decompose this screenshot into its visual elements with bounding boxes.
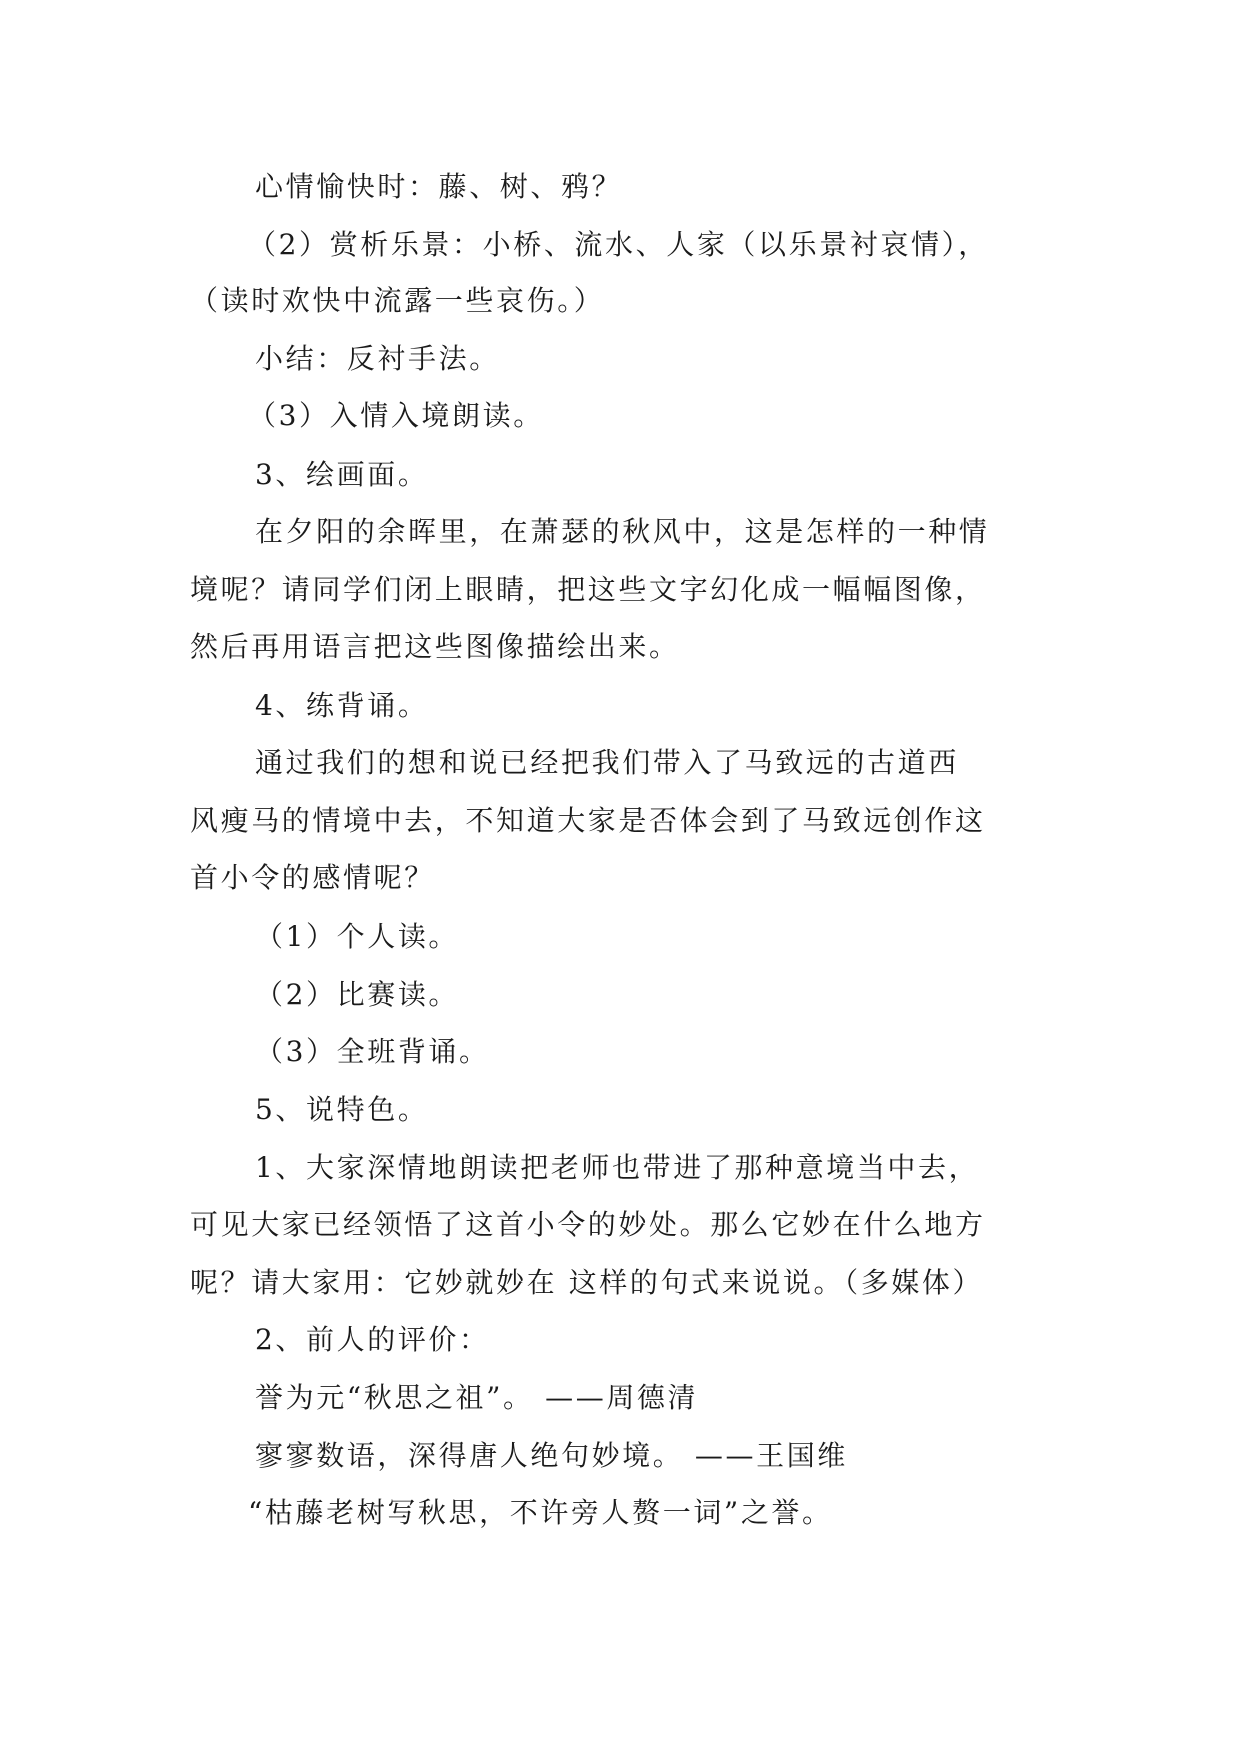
text-line: 心情愉快时：藤、树、鸦？ (255, 170, 623, 203)
text-line: 2、前人的评价： (255, 1323, 490, 1356)
text-line: “枯藤老树写秋思，不许旁人赘一词”之誉。 (248, 1496, 833, 1529)
text-line: 首小令的感情呢？ (190, 861, 435, 894)
text-line: 在夕阳的余晖里，在萧瑟的秋风中，这是怎样的一种情 (255, 515, 990, 548)
text-line: 4、练背诵。 (255, 689, 429, 722)
text-line: 呢？请大家用：它妙就妙在 这样的句式来说说。（多媒体） (190, 1266, 984, 1299)
text-line: 通过我们的想和说已经把我们带入了马致远的古道西 (255, 746, 959, 779)
text-line: 誉为元“秋思之祖”。 ——周德清 (255, 1381, 699, 1414)
text-line: 小结：反衬手法。 (255, 342, 500, 375)
text-line: （3）全班背诵。 (255, 1035, 490, 1068)
text-line: （3）入情入境朗读。 (248, 399, 544, 432)
text-line: 可见大家已经领悟了这首小令的妙处。那么它妙在什么地方 (190, 1208, 986, 1241)
text-line: （2）赏析乐景：小桥、流水、人家（以乐景衬哀情）， (248, 228, 989, 261)
text-line: 5、说特色。 (255, 1093, 429, 1126)
text-line: 境呢？请同学们闭上眼睛，把这些文字幻化成一幅幅图像， (190, 573, 986, 606)
text-line: 风瘦马的情境中去，不知道大家是否体会到了马致远创作这 (190, 804, 986, 837)
text-line: 寥寥数语，深得唐人绝句妙境。 ——王国维 (255, 1439, 848, 1472)
text-line: （1）个人读。 (255, 920, 460, 953)
text-line: 然后再用语言把这些图像描绘出来。 (190, 630, 680, 663)
text-line: （读时欢快中流露一些哀伤。） (190, 284, 605, 317)
text-line: 1、大家深情地朗读把老师也带进了那种意境当中去， (255, 1151, 980, 1184)
text-line: （2）比赛读。 (255, 978, 460, 1011)
text-line: 3、绘画面。 (255, 458, 429, 491)
